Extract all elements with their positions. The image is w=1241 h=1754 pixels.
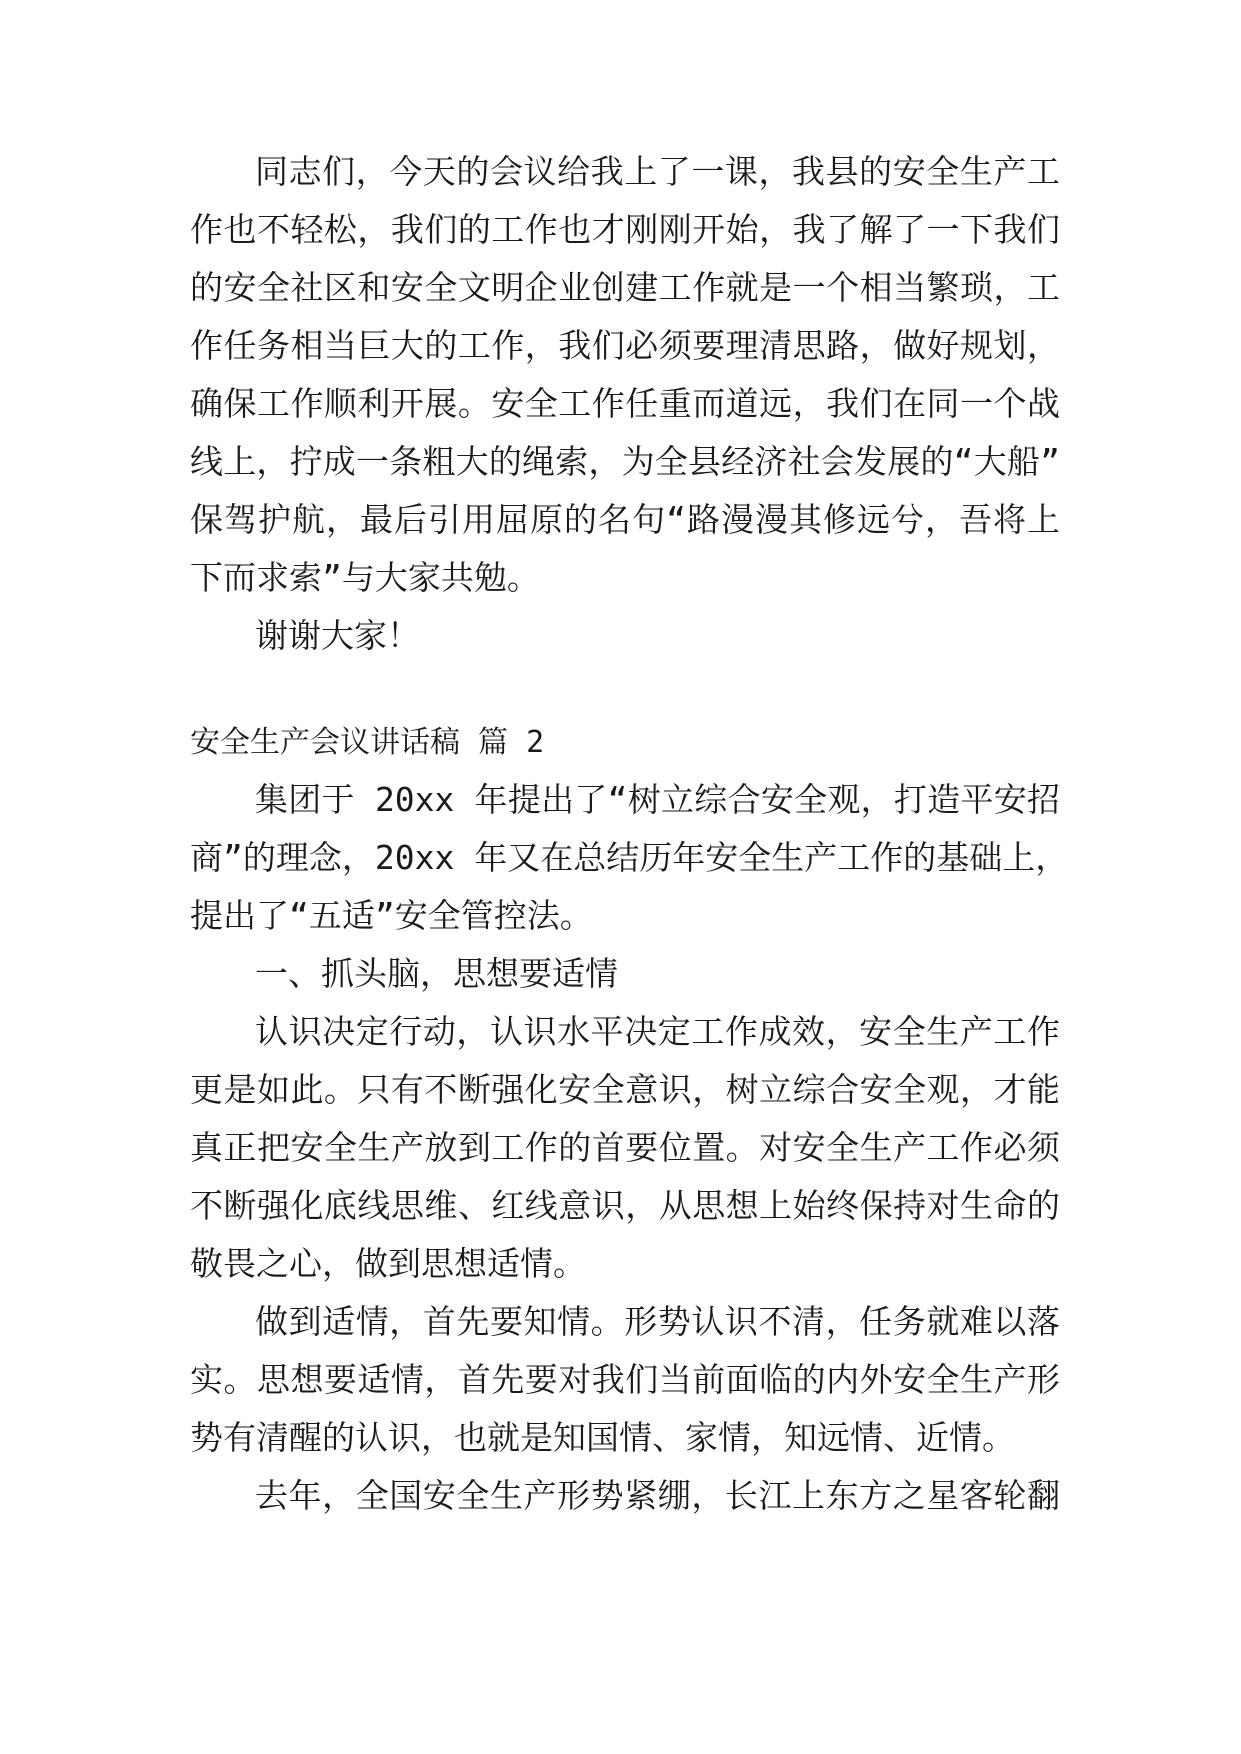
paragraph-line: 提出了“五适”安全管控法。: [190, 896, 593, 935]
subheading-line: 一、抓头脑，思想要适情: [255, 954, 618, 993]
paragraph-line: 集团于 20xx 年提出了“树立综合安全观，打造平安招: [255, 780, 1060, 819]
paragraph-line: 下而求索”与大家共勉。: [190, 558, 540, 597]
paragraph-line: 更是如此。只有不断强化安全意识，树立综合安全观，才能: [190, 1070, 1060, 1109]
paragraph-line: 敬畏之心，做到思想适情。: [190, 1244, 586, 1283]
paragraph-line: 真正把安全生产放到工作的首要位置。对安全生产工作必须: [190, 1128, 1060, 1167]
paragraph-line: 不断强化底线思维、红线意识，从思想上始终保持对生命的: [190, 1186, 1060, 1225]
paragraph-line: 作任务相当巨大的工作，我们必须要理清思路，做好规划，: [190, 326, 1060, 365]
paragraph-line: 去年，全国安全生产形势紧绷，长江上东方之星客轮翻: [255, 1476, 1060, 1515]
paragraph-line: 作也不轻松，我们的工作也才刚刚开始，我了解了一下我们: [190, 210, 1060, 249]
section-heading: 安全生产会议讲话稿 篇 2: [190, 725, 545, 760]
closing-line: 谢谢大家！: [255, 616, 420, 655]
paragraph-line: 同志们，今天的会议给我上了一课，我县的安全生产工: [255, 152, 1060, 191]
paragraph-line: 保驾护航，最后引用屈原的名句“路漫漫其修远兮，吾将上: [190, 500, 1060, 539]
paragraph-line: 认识决定行动，认识水平决定工作成效，安全生产工作: [255, 1012, 1060, 1051]
paragraph-line: 线上，拧成一条粗大的绳索，为全县经济社会发展的“大船”: [190, 442, 1060, 481]
paragraph-line: 商”的理念，20xx 年又在总结历年安全生产工作的基础上，: [190, 838, 1069, 877]
paragraph-line: 确保工作顺利开展。安全工作任重而道远，我们在同一个战: [190, 384, 1060, 423]
paragraph-line: 做到适情，首先要知情。形势认识不清，任务就难以落: [255, 1302, 1060, 1341]
paragraph-line: 的安全社区和安全文明企业创建工作就是一个相当繁琐，工: [190, 268, 1060, 307]
paragraph-line: 势有清醒的认识，也就是知国情、家情，知远情、近情。: [190, 1418, 1015, 1457]
paragraph-line: 实。思想要适情，首先要对我们当前面临的内外安全生产形: [190, 1360, 1060, 1399]
